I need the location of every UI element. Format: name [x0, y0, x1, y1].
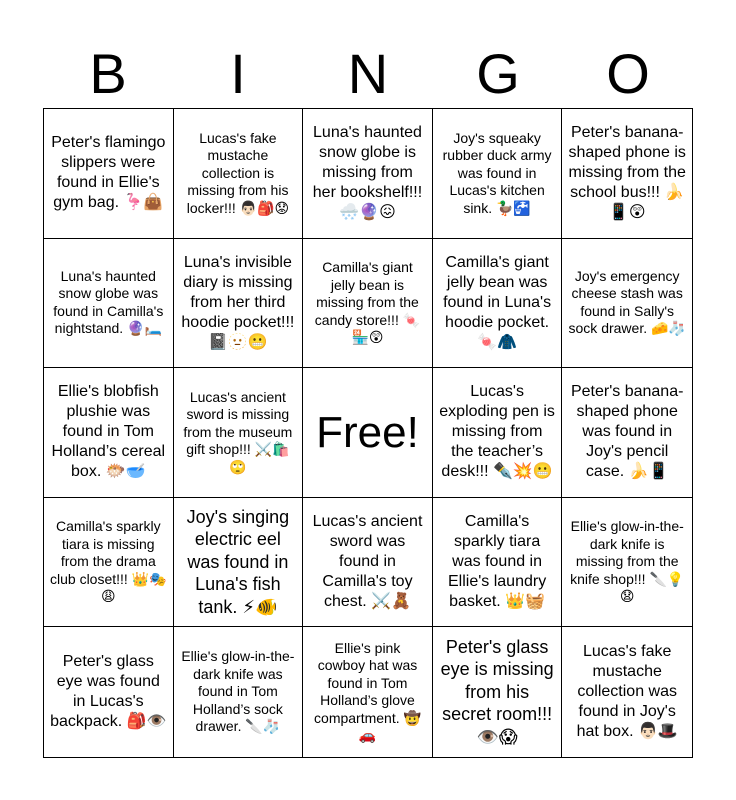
- bingo-cell[interactable]: [433, 368, 563, 498]
- bingo-cell[interactable]: [44, 627, 174, 757]
- cell-text: Peter's banana-shaped phone was found in Joy's pencil case. 🍌📱: [570, 383, 684, 481]
- bingo-cell[interactable]: [303, 627, 433, 757]
- bingo-cell[interactable]: [433, 627, 563, 757]
- bingo-cell[interactable]: [44, 239, 174, 369]
- cell-text: Lucas's exploding pen is missing from the teacher’s desk!!! ✒️💥😬: [439, 383, 555, 481]
- cell-text: Joy's emergency cheese stash was found in Sally's sock drawer. 🧀🧦: [568, 267, 686, 337]
- cell-text: Ellie's glow-in-the-dark knife is missing from the knife shop!!! 🔪💡😧: [570, 518, 685, 605]
- cell-text: Lucas's ancient sword was found in Camilla's toy chest. ⚔️🧸: [312, 513, 423, 611]
- free-space-cell[interactable]: [303, 368, 433, 498]
- bingo-cell[interactable]: [174, 627, 304, 757]
- bingo-cell[interactable]: [174, 498, 304, 628]
- bingo-cell[interactable]: [433, 239, 563, 369]
- cell-text: Ellie's glow-in-the-dark knife was found in Tom Holland’s sock drawer. 🔪🧦: [181, 648, 295, 735]
- header-letter-i: I: [230, 42, 246, 105]
- cell-text: Joy's singing electric eel was found in Luna's fish tank. ⚡🐠: [186, 506, 290, 617]
- bingo-cell[interactable]: [562, 498, 692, 628]
- bingo-cell[interactable]: [303, 239, 433, 369]
- header-letter-b: B: [89, 42, 127, 105]
- bingo-cell[interactable]: [562, 368, 692, 498]
- bingo-cell[interactable]: [433, 109, 563, 239]
- cell-text: Peter's glass eye was found in Lucas's backpack. 🎒👁️: [50, 653, 167, 731]
- cell-text: Peter's glass eye is missing from his secret room!!! 👁️😱: [440, 636, 554, 747]
- cell-text: Joy's squeaky rubber duck army was found in Lucas's kitchen sink. 🦆🚰: [442, 129, 552, 216]
- bingo-board: [43, 108, 693, 758]
- cell-text: Ellie's blobfish plushie was found in Tom Holland’s cereal box. 🐡🥣: [51, 383, 166, 481]
- cell-text: Ellie's pink cowboy hat was found in Tom Holland’s glove compartment. 🤠🚗: [314, 639, 421, 744]
- cell-text: Camilla's giant jelly bean was found in Luna's hoodie pocket. 🍬🧥: [443, 253, 552, 351]
- header-letter-o: O: [606, 42, 650, 105]
- bingo-cell[interactable]: [44, 368, 174, 498]
- free-space-label: Free!: [316, 407, 419, 457]
- bingo-cell[interactable]: [562, 109, 692, 239]
- cell-text: Lucas's fake mustache collection was found in Joy's hat box. 👨🏻🎩: [576, 643, 678, 741]
- bingo-cell[interactable]: [433, 498, 563, 628]
- bingo-cell[interactable]: [303, 109, 433, 239]
- cell-text: Luna's invisible diary is missing from her third hoodie pocket!!! 📓🫥😬: [181, 253, 295, 351]
- bingo-cell[interactable]: [562, 627, 692, 757]
- cell-text: Camilla's giant jelly bean is missing from the candy store!!! 🍬🏪😲: [314, 259, 421, 346]
- cell-text: Camilla's sparkly tiara is missing from the drama club closet!!! 👑🎭😩: [50, 518, 167, 605]
- header-letter-n: N: [347, 42, 389, 105]
- bingo-cell[interactable]: [562, 239, 692, 369]
- cell-text: Luna's haunted snow globe is missing from her bookshelf!!! 🌨️🔮😖: [312, 124, 423, 222]
- cell-text: Lucas's fake mustache collection is missing from his locker!!! 👨🏻🎒😟: [186, 129, 290, 216]
- bingo-header: [43, 40, 693, 108]
- bingo-cell[interactable]: [174, 239, 304, 369]
- cell-text: Luna's haunted snow globe was found in Camilla's nightstand. 🔮🛏️: [53, 267, 164, 337]
- bingo-cell[interactable]: [174, 368, 304, 498]
- bingo-cell[interactable]: [174, 109, 304, 239]
- bingo-cell[interactable]: [44, 498, 174, 628]
- cell-text: Lucas's ancient sword is missing from the museum gift shop!!! ⚔️🛍️🙄: [183, 388, 293, 475]
- bingo-cell[interactable]: [303, 498, 433, 628]
- bingo-cell[interactable]: [44, 109, 174, 239]
- cell-text: Peter's banana-shaped phone is missing from the school bus!!! 🍌📱😲: [568, 124, 686, 222]
- cell-text: Peter's flamingo slippers were found in Ellie's gym bag. 🦩👜: [51, 134, 166, 212]
- header-letter-g: G: [476, 42, 520, 105]
- cell-text: Camilla's sparkly tiara was found in Ellie's laundry basket. 👑🧺: [447, 513, 547, 611]
